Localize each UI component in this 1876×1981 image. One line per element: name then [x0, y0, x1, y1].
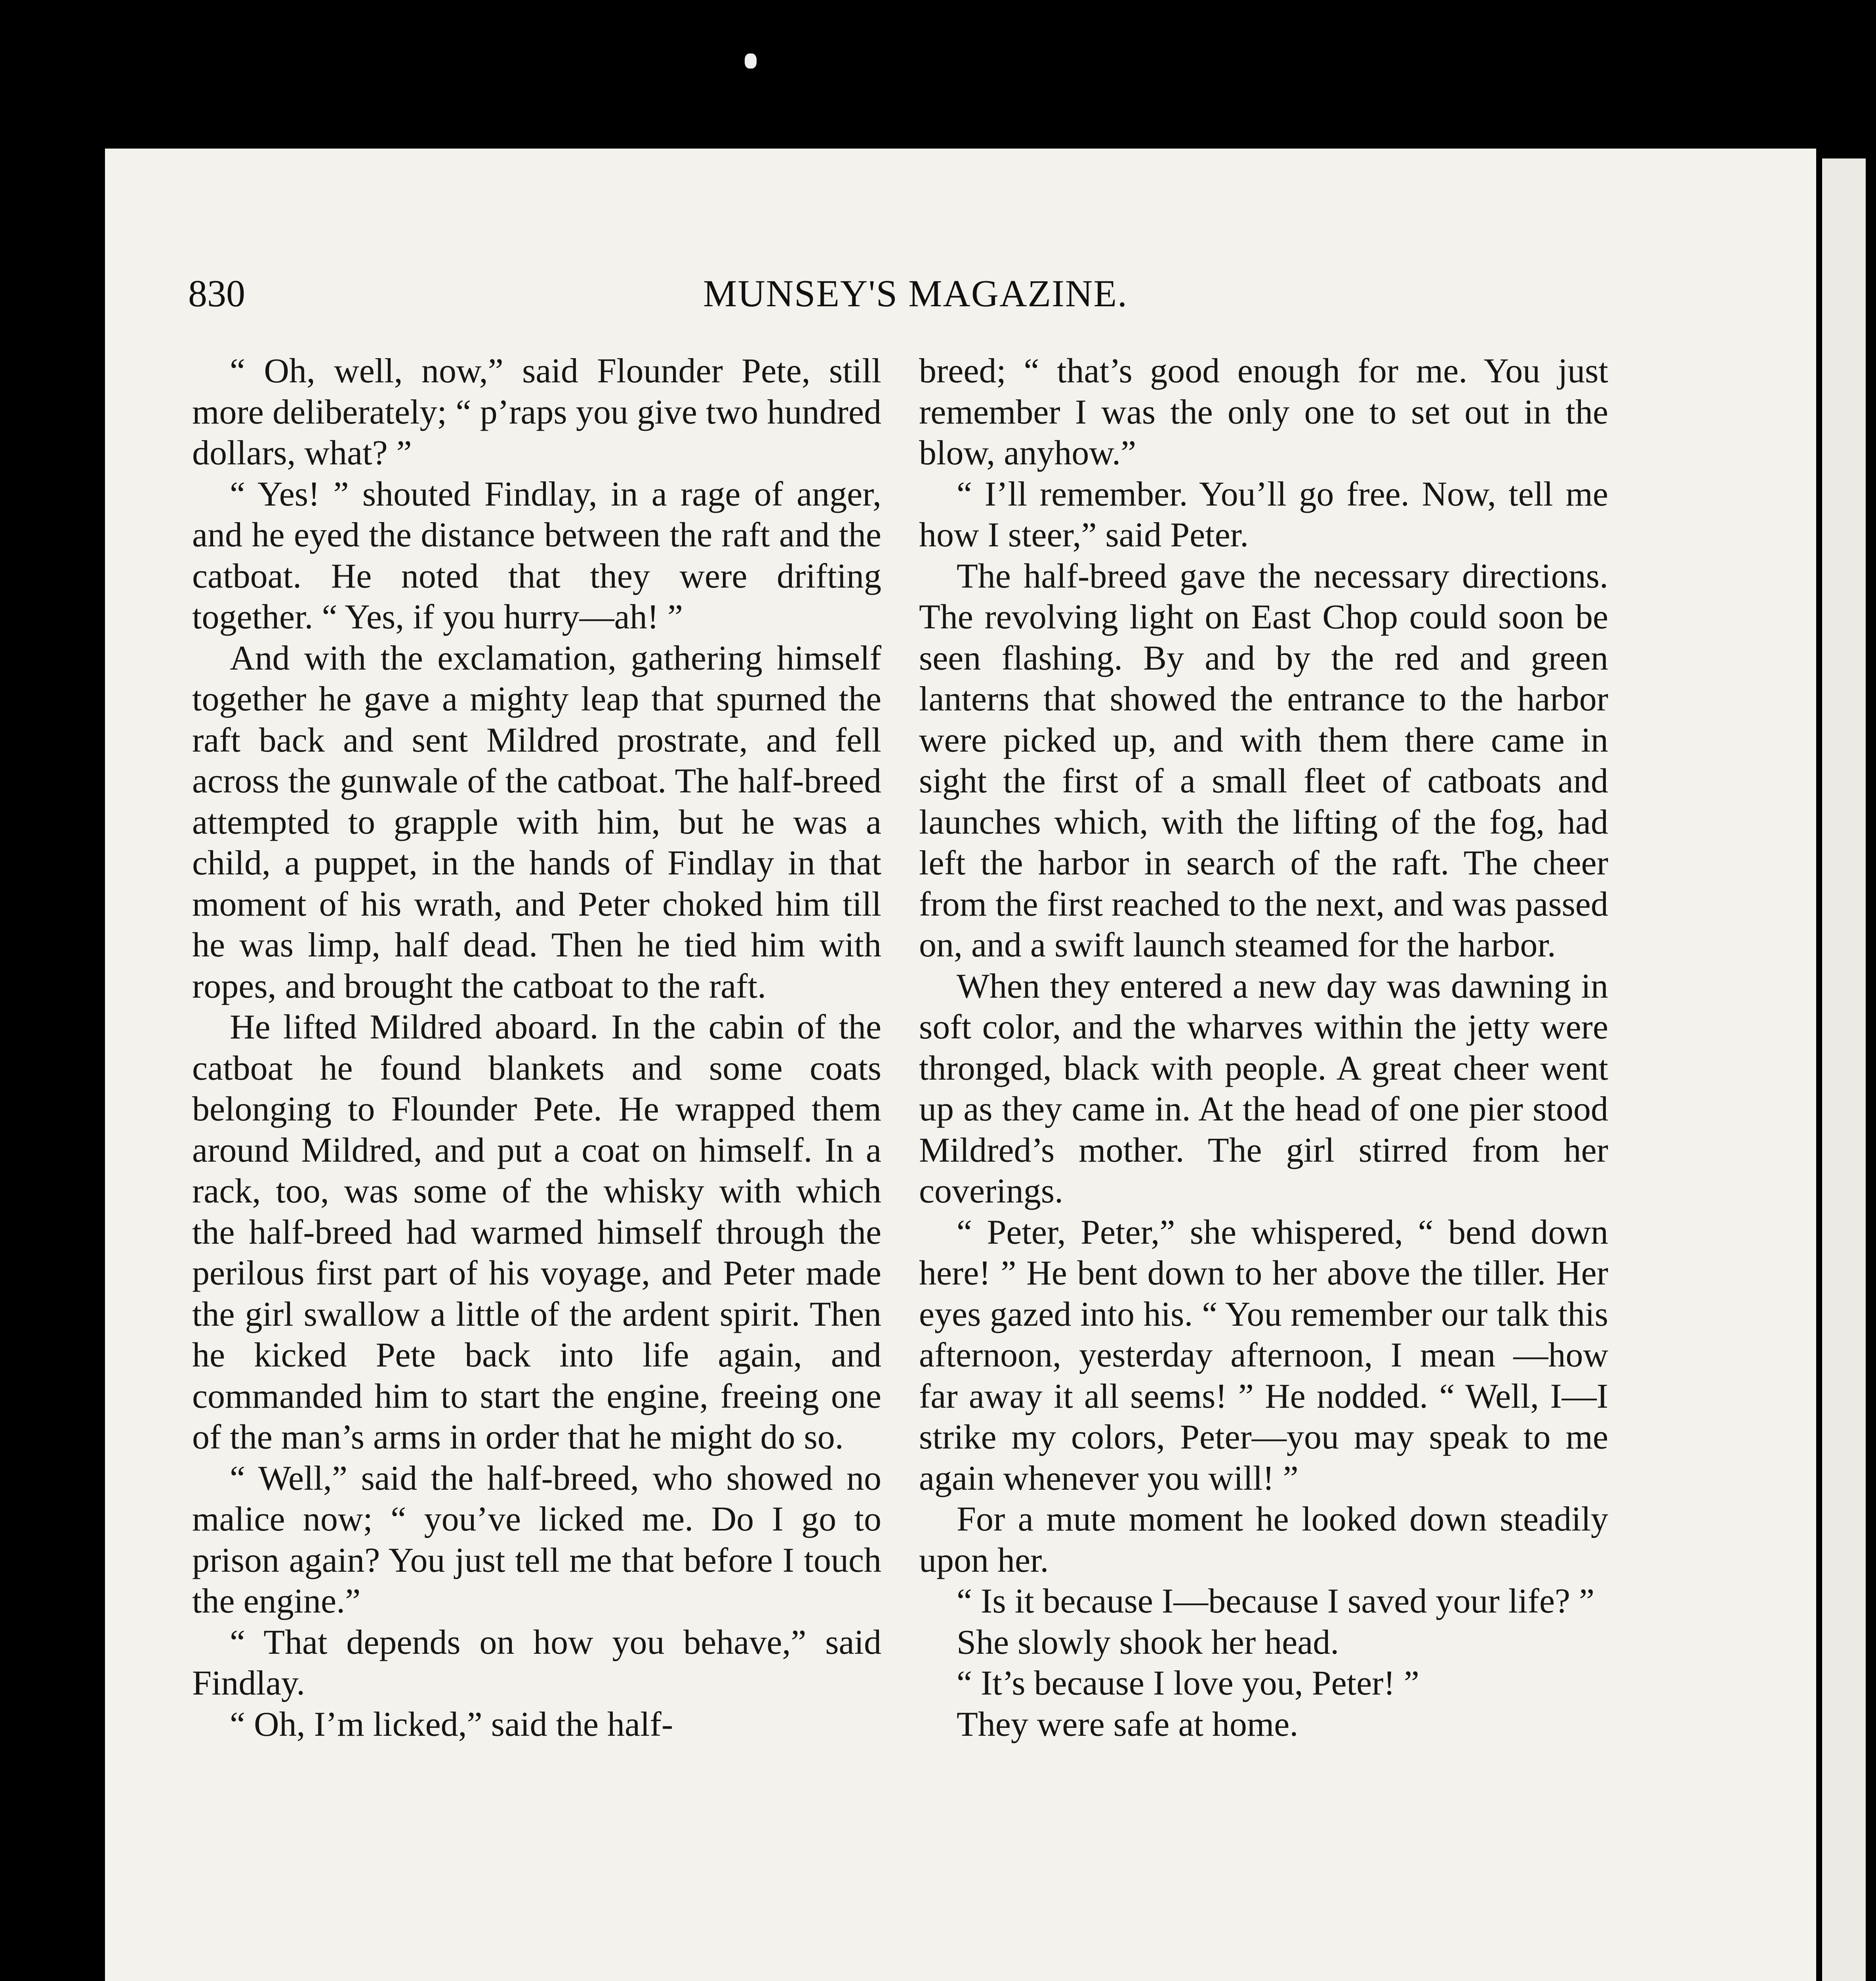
paragraph: “ Oh, well, now,” said Flounder Pete, still more deliberately; “ p’raps you give two hundred dollars, what? ”	[192, 352, 881, 472]
paragraph: “ Is it because I—because I saved your life? ”	[957, 1582, 1595, 1620]
paragraph: “ It’s because I love you, Peter! ”	[957, 1664, 1419, 1702]
paragraph: When they entered a new day was dawning in soft color, and the wharves within the jetty were thronged, black with people. A great cheer went up as they came in. At the head of one pier stood Mildred’s mother. The girl stirred from her coverings.	[919, 967, 1608, 1210]
paragraph: “ Yes! ” shouted Findlay, in a rage of anger, and he eyed the distance between the raft and the catboat. He noted that they were drifting together. “ Yes, if you hurry—ah! ”	[192, 475, 881, 636]
dust-speck	[745, 53, 757, 69]
running-title: MUNSEY'S MAGAZINE.	[703, 272, 1128, 315]
paragraph: For a mute moment he looked down steadily upon her.	[919, 1500, 1608, 1580]
paragraph: “ That depends on how you behave,” said Findlay.	[192, 1623, 881, 1702]
text-column-right	[919, 351, 1608, 1745]
paragraph: They were safe at home.	[957, 1705, 1298, 1744]
paragraph: breed; “ that’s good enough for me. You just remember I was the only one to set out in the blow, anyhow.”	[919, 352, 1608, 472]
paragraph: He lifted Mildred aboard. In the cabin of the catboat he found blankets and some coats belonging to Flounder Pete. He wrapped them around Mildred, and put a coat on himself. In a rack, too, was some of the whisky with which the half-breed had warmed himself through the perilous first part of his voyage, and Peter made the girl swallow a little of the ardent spirit. Then he kicked Pete back into life again, and commanded him to start the engine, freeing one of the man’s arms in order that he might do so.	[192, 1008, 881, 1456]
paragraph: She slowly shook her head.	[957, 1623, 1339, 1662]
paragraph: “ Well,” said the half-breed, who showed no malice now; “ you’ve licked me. Do I go to prison again? You just tell me that before I touch the engine.”	[192, 1459, 881, 1620]
paragraph: And with the exclamation, gathering himself together he gave a mighty leap that spurned the raft back and sent Mildred prostrate, and fell across the gunwale of the catboat. The half-breed attempted to grapple with him, but he was a child, a puppet, in the hands of Findlay in that moment of his wrath, and Peter choked him till he was limp, half dead. Then he tied him with ropes, and brought the catboat to the raft.	[192, 639, 881, 1006]
paragraph: The half-breed gave the necessary directions. The revolving light on East Chop could soon be seen flashing. By and by the red and green lanterns that showed the entrance to the harbor were picked up, and with them there came in sight the first of a small fleet of catboats and launches which, with the lifting of the fog, had left the harbor in search of the raft. The cheer from the first reached to the next, and was passed on, and a swift launch steamed for the harbor.	[919, 557, 1608, 964]
paragraph: “ Peter, Peter,” she whispered, “ bend down here! ” He bent down to her above the tiller. Her eyes gazed into his. “ You remember our talk this afternoon, yesterday afternoon, I mean —how far away it all seems! ” He nodded. “ Well, I—I strike my colors, Peter—you may speak to me again whenever you will! ”	[919, 1213, 1608, 1498]
magazine-page	[105, 149, 1816, 1981]
page-header	[188, 271, 1571, 327]
paragraph: “ Oh, I’m licked,” said the half-	[230, 1705, 673, 1744]
page-number: 830	[188, 272, 245, 315]
text-column-left	[192, 351, 881, 1745]
paragraph: “ I’ll remember. You’ll go free. Now, tell me how I steer,” said Peter.	[919, 475, 1608, 554]
next-page-edge	[1822, 158, 1866, 1981]
